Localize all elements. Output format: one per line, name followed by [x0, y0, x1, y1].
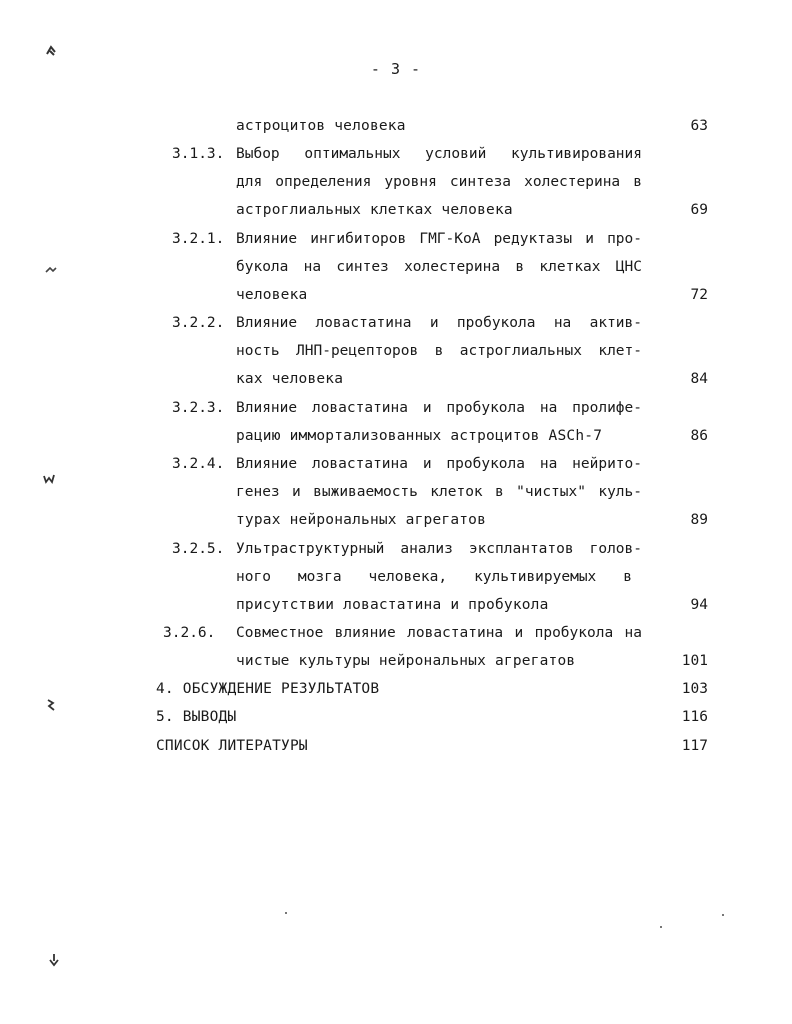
toc-entry-text: Выбор оптимальных условий культивирования [236, 146, 642, 162]
toc-section-label: 5. ВЫВОДЫ [156, 709, 237, 725]
scan-mark-icon [44, 44, 58, 58]
toc-number: 3.2.5. [172, 541, 225, 557]
page-number: - 3 - [370, 60, 422, 78]
toc-page: 69 [690, 202, 708, 218]
toc-entry-text: генез и выживаемость клеток в "чистых" куль- [236, 484, 642, 500]
scan-dot [660, 926, 662, 928]
toc-entry-text: чистые культуры нейрональных агрегатов [236, 653, 576, 669]
toc-entry-text: Влияние ловастатина и пробукола на пролифе- [236, 400, 642, 416]
toc-number: 3.2.1. [172, 231, 225, 247]
toc-page: 86 [690, 428, 708, 444]
toc-number: 3.2.2. [172, 315, 225, 331]
toc-entry-text: астроглиальных клетках человека [236, 202, 513, 218]
toc-number: 3.2.4. [172, 456, 225, 472]
toc-page: 84 [690, 371, 708, 387]
toc-entry-text: турах нейрональных агрегатов [236, 512, 487, 528]
toc-entry-text: Ультраструктурный анализ эксплантатов голов- [236, 541, 642, 557]
toc-entry-text: ках человека [236, 371, 344, 387]
scan-mark-icon [42, 472, 56, 486]
toc-entry-text: рацию иммортализованных астроцитов ASCh-7 [236, 428, 603, 444]
toc-section-label: 4. ОБСУЖДЕНИЕ РЕЗУЛЬТАТОВ [156, 681, 380, 697]
toc-page: 72 [690, 287, 708, 303]
toc-page: 63 [690, 118, 708, 134]
toc-entry-text: букола на синтез холестерина в клетках ЦНС [236, 259, 642, 275]
scan-dot [285, 912, 287, 914]
toc-section-label: СПИСОК ЛИТЕРАТУРЫ [156, 738, 308, 754]
scan-mark-icon [44, 697, 58, 713]
toc-number: 3.2.3. [172, 400, 225, 416]
toc-page: 101 [681, 653, 708, 669]
toc-number: 3.1.3. [172, 146, 225, 162]
toc-entry-text: астроцитов человека [236, 118, 406, 134]
toc-page: 89 [690, 512, 708, 528]
scan-dot [722, 914, 724, 916]
toc-entry-text: для определения уровня синтеза холестерина в [236, 174, 642, 190]
toc-entry-text: Влияние ловастатина и пробукола на актив- [236, 315, 642, 331]
toc-entry-text: Влияние ловастатина и пробукола на нейрито- [236, 456, 642, 472]
toc-page: 103 [681, 681, 708, 697]
toc-entry-text: человека [236, 287, 308, 303]
toc-entry-text: ного мозга человека, культивируемых в [236, 569, 632, 585]
scan-mark-icon [44, 264, 58, 276]
toc-page: 94 [690, 597, 708, 613]
toc-page: 116 [681, 709, 708, 725]
toc-entry-text: Совместное влияние ловастатина и пробукола на [236, 625, 642, 641]
toc-entry-text: Влияние ингибиторов ГМГ-КоА редуктазы и про- [236, 231, 642, 247]
scan-mark-icon [47, 952, 61, 968]
toc-entry-text: присутствии ловастатина и пробукола [236, 597, 549, 613]
toc-number: 3.2.6. [163, 625, 216, 641]
toc-page: 117 [681, 738, 708, 754]
toc-entry-text: ность ЛНП-рецепторов в астроглиальных клет- [236, 343, 642, 359]
